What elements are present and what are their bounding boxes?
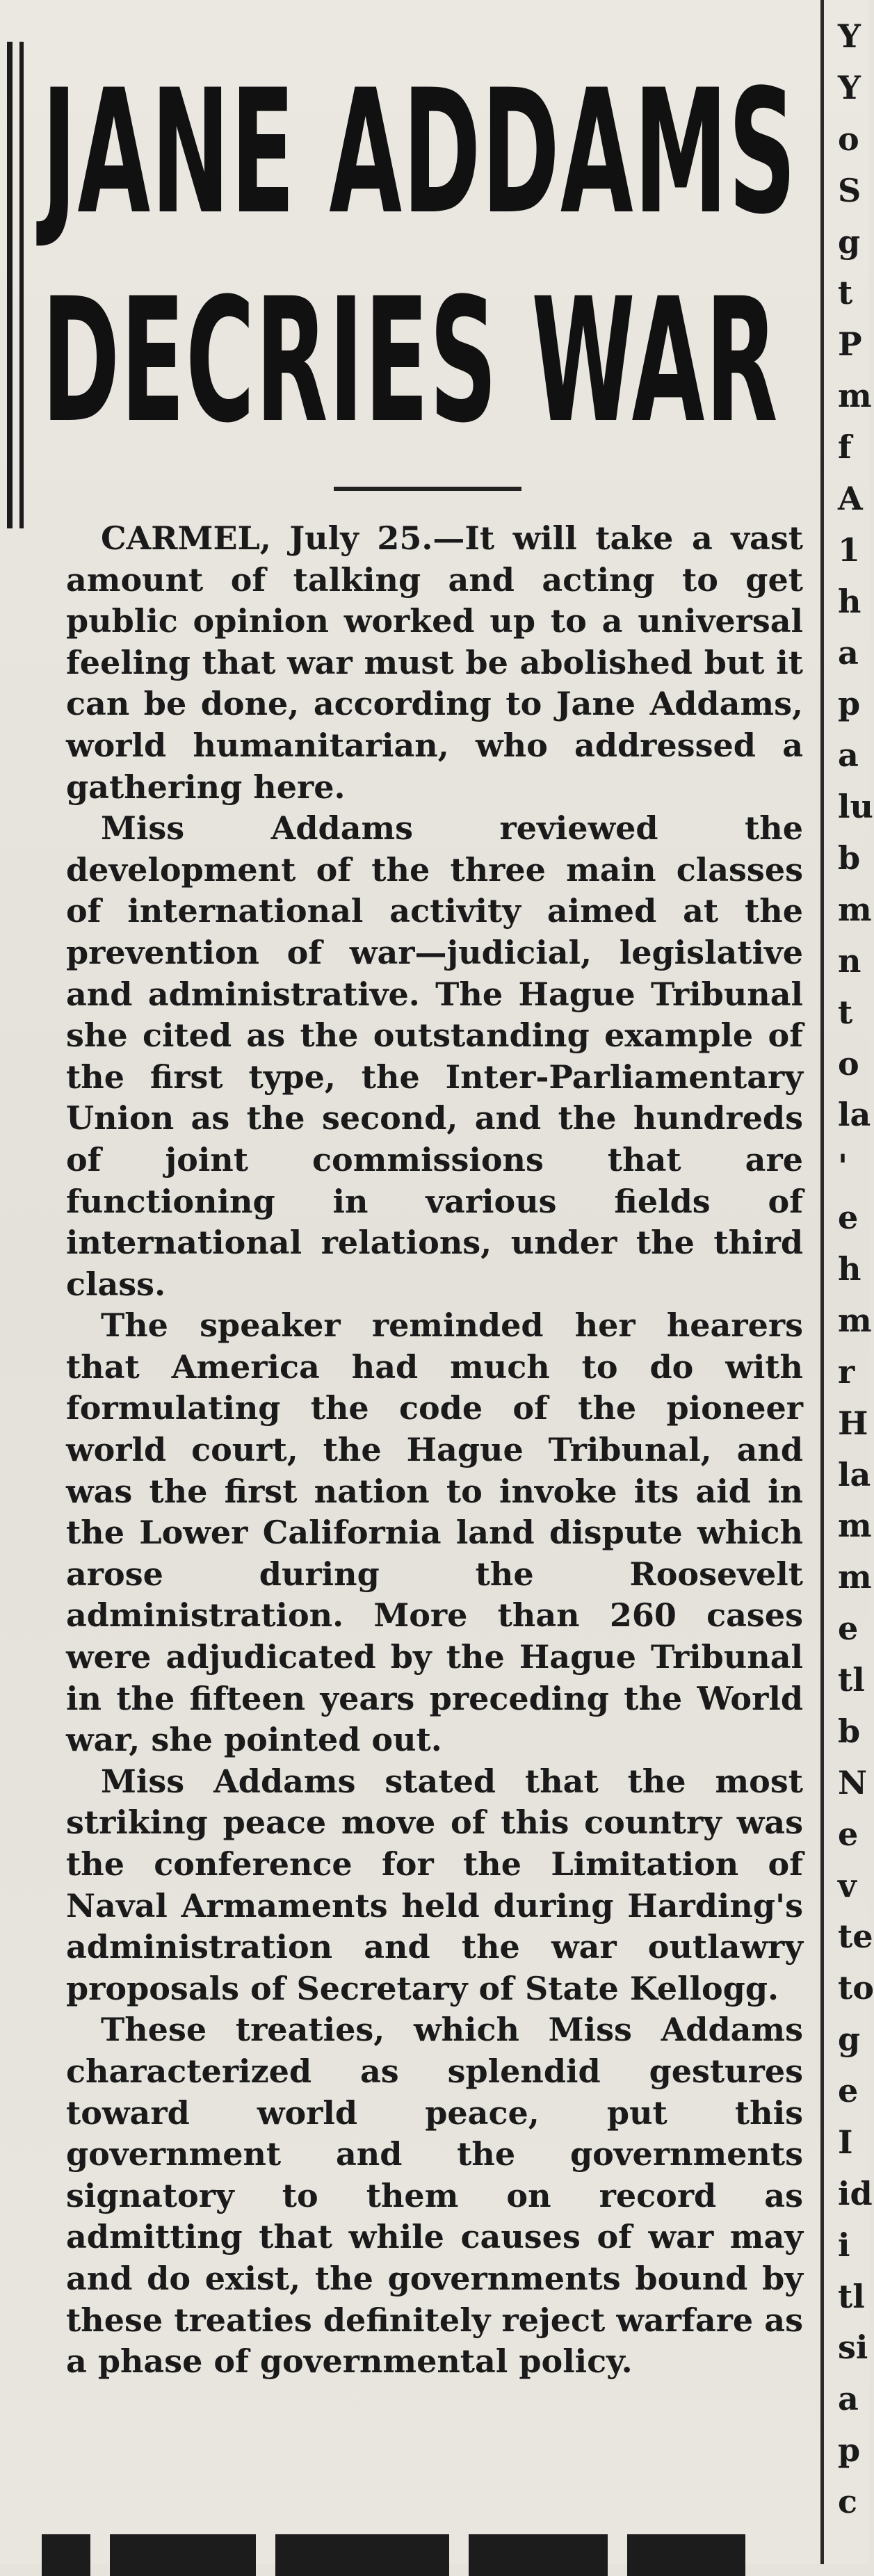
adjacent-column-fragment: p (838, 2431, 861, 2470)
adjacent-column-fragment: la (838, 1096, 871, 1134)
adjacent-column (838, 0, 874, 2564)
headline-divider (334, 487, 521, 491)
headline-line-2: DECRIES WAR (42, 262, 779, 461)
adjacent-column-fragment: h (838, 1250, 861, 1288)
adjacent-column-fragment: id (838, 2174, 873, 2212)
adjacent-column-fragment: n (838, 941, 861, 980)
adjacent-column-fragment: b (838, 839, 861, 877)
next-headline-fragment (42, 2534, 814, 2564)
paragraph: CARMEL, July 25.—It will take a vast amount of talking and acting to get public opinion worked up to a universal feeling that war must be abolished but it can be done, according to Jane Addams, world humanitarian, who addressed a gathering here. (66, 519, 803, 806)
adjacent-column-fragment: I (838, 2123, 853, 2161)
adjacent-column-fragment: m (838, 377, 872, 415)
adjacent-column-fragment: i (838, 2226, 850, 2264)
adjacent-column-fragment: e (838, 1815, 859, 1853)
adjacent-column-fragment: r (838, 1352, 855, 1391)
adjacent-column-fragment: p (838, 685, 861, 723)
adjacent-column-fragment: t (838, 274, 853, 312)
headline-line-1: JANE ADDAMS (42, 54, 798, 252)
paragraph: Miss Addams stated that the most striking peace move of this country was the conference for the Limitation of Naval Armaments held during Harding's administration and the war outlawry proposals of Secretary of State Kellogg. (66, 1762, 803, 2007)
adjacent-column-fragment: m (838, 1301, 872, 1339)
adjacent-column-fragment: v (838, 1866, 857, 1904)
adjacent-column-fragment: si (838, 2328, 868, 2367)
adjacent-column-fragment: tl (838, 1661, 865, 1699)
adjacent-column-fragment: o (838, 1044, 859, 1083)
adjacent-column-fragment: f (838, 428, 852, 467)
left-column-border (0, 42, 13, 528)
adjacent-column-fragment: to (838, 1969, 874, 2007)
adjacent-column-fragment: S (838, 171, 861, 209)
adjacent-column-fragment: g (838, 2020, 861, 2059)
adjacent-column-fragment: A (838, 479, 863, 517)
adjacent-column-fragment: 1 (838, 530, 861, 569)
adjacent-column-fragment: g (838, 222, 861, 261)
adjacent-column-fragment: e (838, 1199, 859, 1237)
paragraph: These treaties, which Miss Addams characterized as splendid gestures toward world peace, put this government and the governments signatory to them on record as admitting that while causes of war may and do exist, the governments bound by these treaties definitely reject warfare as a phase of governmental policy. (66, 2011, 803, 2381)
adjacent-column-fragment: a (838, 633, 859, 672)
adjacent-column-fragment: e (838, 1610, 859, 1648)
adjacent-column-fragment: e (838, 2072, 859, 2110)
adjacent-column-fragment: m (838, 1507, 872, 1545)
adjacent-column-fragment: m (838, 890, 872, 928)
adjacent-column-fragment: N (838, 1763, 868, 1801)
adjacent-column-fragment: a (838, 736, 859, 775)
adjacent-column-fragment: la (838, 1455, 871, 1493)
left-column-rule (19, 42, 24, 528)
adjacent-column-fragment: Y (838, 17, 861, 55)
article-body (66, 518, 803, 2383)
adjacent-column-fragment: o (838, 120, 859, 158)
adjacent-column-fragment: c (838, 2483, 858, 2521)
adjacent-column-fragment: a (838, 2380, 859, 2418)
adjacent-column-fragment: h (838, 582, 861, 620)
adjacent-column-fragment: te (838, 1918, 873, 1956)
adjacent-column-fragment: ' (838, 1147, 848, 1185)
adjacent-column-fragment: tl (838, 2277, 865, 2315)
adjacent-column-fragment: t (838, 993, 853, 1031)
column-divider (820, 0, 824, 2564)
headline (42, 49, 814, 466)
adjacent-column-fragment: b (838, 1712, 861, 1750)
adjacent-column-fragment: H (838, 1404, 868, 1442)
adjacent-column-fragment: m (838, 1558, 872, 1596)
paragraph: The speaker reminded her hearers that America had much to do with formulating the code of the pioneer world court, the Hague Tribunal, and was the first nation to invoke its aid in the Lower California land dispute which arose during the Roosevelt administration. More than 260 cases were adjudicated by the Hague Tribunal in the fifteen years preceding the World war, she pointed out. (66, 1306, 803, 1759)
adjacent-column-fragment: P (838, 325, 862, 364)
adjacent-column-fragment: Y (838, 68, 861, 106)
adjacent-column-fragment: lu (838, 788, 873, 826)
paragraph: Miss Addams reviewed the development of the three main classes of international activity aimed at the prevention of war—judicial, legislative and administrative. The Hague Tribunal she cited as the outstanding example of the first type, the Inter-Parliamentary Union as the second, and the hundreds of joint commissions that are functioning in various fields of international relations, under the third class. (66, 809, 803, 1303)
